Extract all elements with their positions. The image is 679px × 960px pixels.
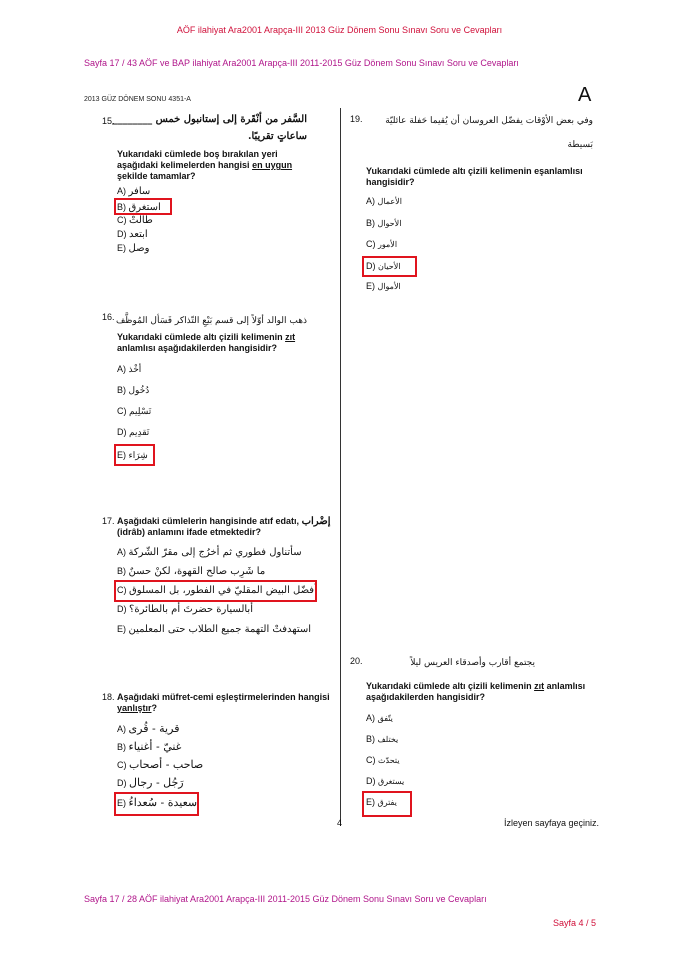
option-e[interactable]: E) يفترق — [366, 797, 397, 807]
page-number: 4 — [337, 818, 343, 828]
option-e[interactable]: E) سعيدة - سُعداءُ — [117, 796, 198, 809]
arabic-sentence: يجتمع أقارب وأصدقاء العريس ليلاً — [410, 658, 535, 668]
arabic-sentence: ذهب الوالد أوّلاً إلى قسم بَيْعِ التّذاكر فَسَأل المُوظَّف — [115, 316, 307, 326]
option-b[interactable]: B) يختلف — [366, 734, 399, 744]
option-d[interactable]: D) ابتعد — [117, 229, 148, 240]
option-a[interactable]: A) سافر — [117, 186, 151, 197]
arabic-sentence: وفي بعض الأوْقات يفضّل العروسان أن يُقيما حَفلة عائليّة — [385, 116, 593, 126]
option-e[interactable]: E) الأموال — [366, 281, 401, 291]
option-a[interactable]: A) الأعمال — [366, 196, 402, 206]
arabic-sentence-cont: ساعاتٍ تقريبًا. — [247, 131, 307, 142]
option-c[interactable]: C) يتحدّث — [366, 755, 400, 765]
option-d[interactable]: D) أبالسيارة حضرتَ أم بالطائرة؟ — [117, 604, 253, 615]
booklet-letter: A — [578, 84, 592, 106]
option-c[interactable]: C) طالتْ — [117, 215, 153, 226]
question-number: 18. — [102, 692, 115, 702]
option-b[interactable]: B) استغرق — [117, 202, 161, 213]
answer-highlight — [114, 580, 317, 602]
page-counter: Sayfa 4 / 5 — [553, 918, 597, 928]
option-c[interactable]: C) الأمور — [366, 239, 398, 249]
continue-note: İzleyen sayfaya geçiniz. — [504, 818, 600, 828]
question-text: Yukarıdaki cümlede altı çizili kelimenin zıt anlamlısı aşağıdakilerden hangisidir? — [117, 332, 296, 353]
option-d[interactable]: D) الأحيان — [366, 261, 401, 271]
option-b[interactable]: B) غنيّ - أغنياء — [117, 740, 182, 753]
bottom-source-line: Sayfa 17 / 28 AÖF ilahiyat Ara2001 Arapça-III 2011-2015 Güz Dönem Sonu Sınavı Soru ve Cevapları — [84, 894, 487, 904]
document-title: AÖF ilahiyat Ara2001 Arapça-III 2013 Güz Dönem Sonu Sınavı Soru ve Cevapları — [176, 25, 503, 35]
question-text: Aşağıdaki müfret-cemi eşleştirmelerinden hangisi yanlıştır? — [117, 692, 330, 713]
option-c[interactable]: C) تَسْلِيم — [117, 406, 152, 417]
question-number: 17. — [102, 516, 115, 526]
question-text: Yukarıdaki cümlede boş bırakılan yeri aşağıdaki kelimelerden hangisi en uygun şekilde tamamlar? — [117, 149, 293, 181]
question-text: Yukarıdaki cümlede altı çizili kelimenin zıt anlamlısı aşağıdakilerden hangisidir? — [366, 681, 586, 702]
option-e[interactable]: E) استهدفتْ التهمة جميع الطلاب حتى المعلمين — [117, 624, 312, 635]
option-b[interactable]: B) دُخُول — [117, 385, 150, 396]
option-e[interactable]: E) شِرَاء — [117, 450, 148, 461]
option-c[interactable]: C) صاحب - أصحاب — [117, 758, 204, 771]
question-text: Yukarıdaki cümlede altı çizili kelimenin eşanlamlısı hangisidir? — [366, 166, 583, 187]
option-c[interactable]: C) أفضّل البيض المقليّ في الفطور، بل المسلوق — [117, 585, 317, 596]
question-number: 20. — [350, 656, 363, 666]
option-b[interactable]: B) الأحوال — [366, 218, 402, 228]
answer-highlight — [114, 444, 155, 466]
option-a[interactable]: A) أخْذ — [117, 364, 142, 375]
question-text: Aşağıdaki cümlelerin hangisinde atıf edatı, إضْراب (idrâb) anlamını ifade etmektedir? — [117, 516, 331, 537]
option-a[interactable]: A) قرية - قُرى — [117, 722, 180, 735]
question-number: 19. — [350, 114, 363, 124]
option-e[interactable]: E) وصل — [117, 243, 150, 254]
option-a[interactable]: A) سأتناول فطوري ثم أخرُج إلى مقرّ الشّركة — [117, 547, 302, 558]
question-number: 15. — [102, 116, 115, 126]
option-d[interactable]: D) رَجُل - رجال — [117, 776, 184, 789]
question-number: 16. — [102, 312, 115, 322]
option-d[interactable]: D) يستغرق — [366, 776, 405, 786]
exam-code: 2013 GÜZ DÖNEM SONU 4351-A — [84, 96, 191, 103]
option-b[interactable]: B) ما شَرِب صالح القهوة، لكنْ حسنٌ — [117, 566, 266, 577]
arabic-sentence-cont: بَسيطة — [567, 140, 593, 150]
arabic-sentence: السَّفر من أنْقَرة إلى إستانبول خمس ________ — [112, 114, 307, 125]
answer-highlight — [114, 198, 172, 215]
answer-highlight — [362, 256, 417, 277]
answer-highlight — [362, 791, 412, 817]
option-a[interactable]: A) يتّفق — [366, 713, 393, 723]
answer-highlight — [114, 792, 199, 816]
column-divider — [340, 108, 341, 826]
page-source-line: Sayfa 17 / 43 AÖF ve BAP ilahiyat Ara2001 Arapça-III 2011-2015 Güz Dönem Sonu Sınavı Soru ve Cevapları — [84, 58, 519, 68]
option-d[interactable]: D) تَقدِيم — [117, 427, 150, 438]
